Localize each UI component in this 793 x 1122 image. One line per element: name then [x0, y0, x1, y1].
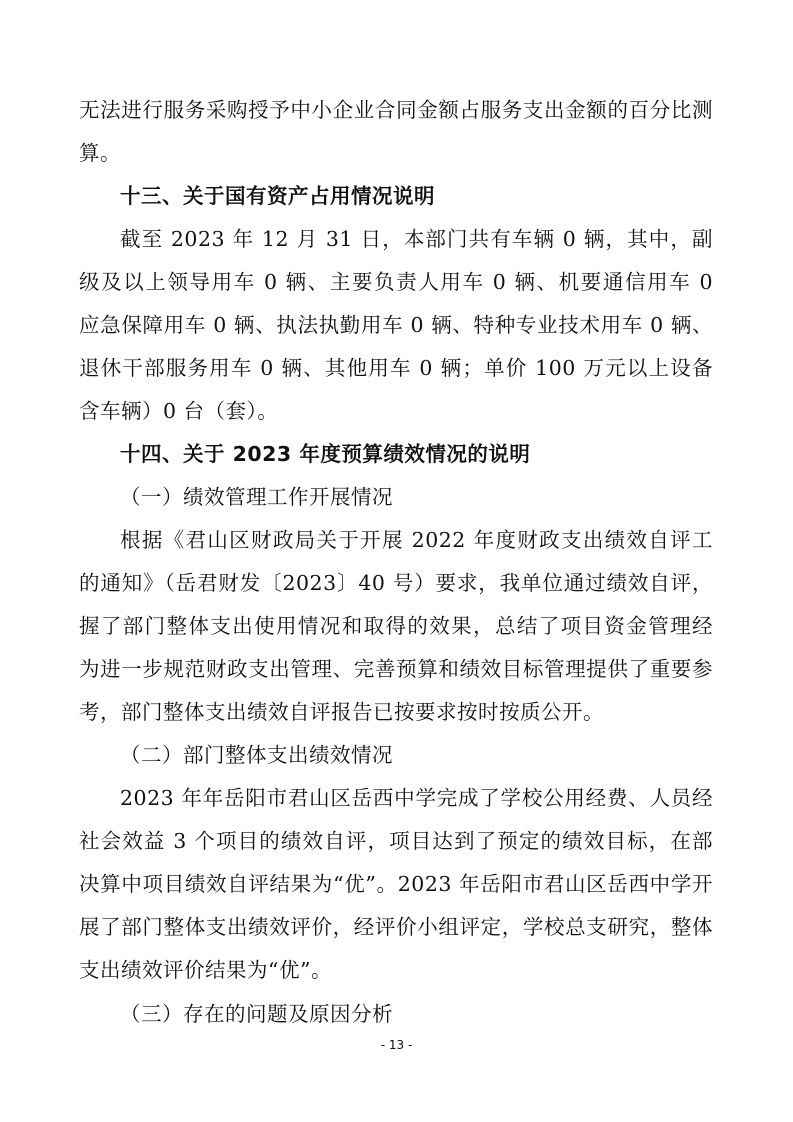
paragraph-line: 算。: [79, 141, 121, 165]
paragraph-line: 支出绩效评价结果为“优”。: [79, 958, 332, 982]
paragraph-line: 展了部门整体支出绩效评价，经评价小组评定，学校总支研究，整体: [79, 915, 713, 939]
paragraph-line: 2023 年年岳阳市君山区岳西中学完成了学校公用经费、人员经: [120, 786, 713, 810]
section-heading: 十四、关于 2023 年度预算绩效情况的说明: [120, 442, 531, 466]
paragraph-line: 考，部门整体支出绩效自评报告已按要求按时按质公开。: [79, 700, 604, 724]
paragraph-line: 握了部门整体支出使用情况和取得的效果，总结了项目资金管理经: [79, 614, 713, 638]
paragraph-line: 根据《君山区财政局关于开展 2022 年度财政支出绩效自评工: [120, 528, 713, 552]
paragraph-line: 的通知》（岳君财发〔2023〕40 号）要求，我单位通过绩效自评，: [79, 571, 713, 595]
subsection-heading: （三）存在的问题及原因分析: [120, 1002, 393, 1026]
paragraph-line: 无法进行服务采购授予中小企业合同金额占服务支出金额的百分比测: [79, 98, 713, 122]
paragraph-line: 决算中项目绩效自评结果为“优”。2023 年岳阳市君山区岳西中学开: [79, 872, 713, 896]
paragraph-line: 为进一步规范财政支出管理、完善预算和绩效目标管理提供了重要参: [79, 657, 713, 681]
subsection-heading: （一）绩效管理工作开展情况: [120, 485, 393, 509]
subsection-heading: （二）部门整体支出绩效情况: [120, 743, 393, 767]
section-heading: 十三、关于国有资产占用情况说明: [120, 184, 435, 208]
paragraph-line: 社会效益 3 个项目的绩效自评，项目达到了预定的绩效目标，在部: [79, 829, 713, 853]
paragraph-line: 退休干部服务用车 0 辆、其他用车 0 辆；单价 100 万元以上设备: [79, 356, 713, 380]
paragraph-line: 应急保障用车 0 辆、执法执勤用车 0 辆、特种专业技术用车 0 辆、: [79, 313, 713, 337]
paragraph-line: 级及以上领导用车 0 辆、主要负责人用车 0 辆、机要通信用车 0: [79, 270, 713, 294]
page-number: - 13 -: [380, 1038, 413, 1052]
paragraph-line: 截至 2023 年 12 月 31 日，本部门共有车辆 0 辆，其中，副: [120, 227, 713, 251]
paragraph-line: 含车辆）0 台（套）。: [79, 399, 279, 423]
